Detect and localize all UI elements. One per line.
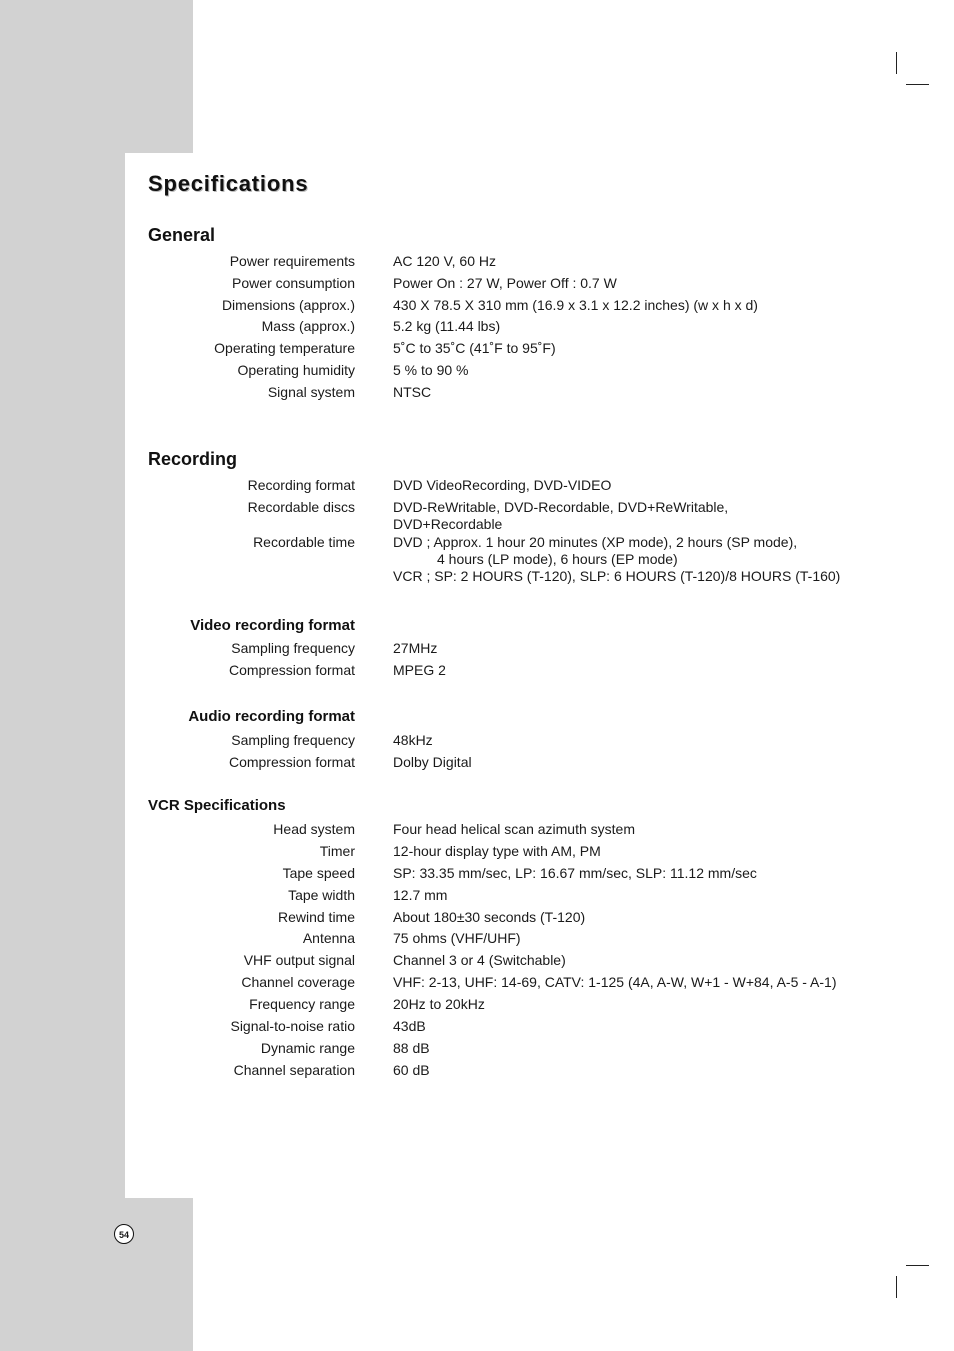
spec-label: Recordable discs — [247, 499, 355, 515]
spec-value: 430 X 78.5 X 310 mm (16.9 x 3.1 x 12.2 inches) (w x h x d) — [393, 297, 758, 313]
spec-label: Power consumption — [232, 275, 355, 291]
spec-label: Compression format — [228, 754, 355, 770]
subsection-heading-vcr: VCR Specifications — [148, 797, 286, 814]
spec-value: DVD ; Approx. 1 hour 20 minutes (XP mode), 2 hours (SP mode), — [393, 534, 798, 550]
subsection-heading-video: Video recording format — [190, 617, 355, 634]
page-number: 54 — [114, 1224, 134, 1244]
spec-value: MPEG 2 — [393, 662, 446, 678]
spec-value: 48kHz — [393, 732, 433, 748]
spec-value: NTSC — [393, 384, 432, 400]
spec-value: 27MHz — [393, 640, 438, 656]
spec-label: VHF output signal — [243, 952, 355, 968]
crop-mark — [896, 1276, 897, 1298]
spec-value: DVD-ReWritable, DVD-Recordable, DVD+ReWritable, — [393, 499, 729, 515]
spec-label: Tape speed — [282, 865, 355, 881]
spec-value: 88 dB — [393, 1040, 430, 1056]
spec-label: Sampling frequency — [231, 640, 355, 656]
section-heading-recording: Recording — [148, 449, 238, 469]
spec-value: 20Hz to 20kHz — [393, 996, 485, 1012]
spec-value: 60 dB — [393, 1062, 430, 1078]
spec-label: Tape width — [288, 887, 355, 903]
spec-value: AC 120 V, 60 Hz — [393, 253, 496, 269]
page-title: Specifications — [148, 171, 309, 196]
spec-value: SP: 33.35 mm/sec, LP: 16.67 mm/sec, SLP: 11.12 mm/sec — [393, 865, 757, 881]
spec-label: Signal-to-noise ratio — [230, 1018, 355, 1034]
spec-value: 43dB — [393, 1018, 426, 1034]
section-heading-general: General — [148, 225, 216, 245]
spec-label: Head system — [273, 821, 355, 837]
spec-label: Timer — [319, 843, 355, 859]
spec-value: DVD+Recordable — [393, 516, 503, 532]
spec-value: 12.7 mm — [393, 887, 448, 903]
margin-band-bottom — [0, 1198, 193, 1351]
spec-label: Signal system — [267, 384, 355, 400]
crop-mark — [906, 84, 929, 85]
margin-band-top — [0, 0, 193, 153]
spec-label: Operating humidity — [237, 362, 355, 378]
spec-value: VHF: 2-13, UHF: 14-69, CATV: 1-125 (4A, A-W, W+1 - W+84, A-5 - A-1) — [393, 974, 837, 990]
subsection-heading-audio: Audio recording format — [188, 708, 355, 725]
spec-label: Channel coverage — [241, 974, 355, 990]
spec-label: Recordable time — [253, 534, 355, 550]
spec-value: DVD VideoRecording, DVD-VIDEO — [393, 477, 612, 493]
spec-value: 4 hours (LP mode), 6 hours (EP mode) — [437, 551, 678, 567]
spec-label: Mass (approx.) — [261, 318, 355, 334]
spec-value: Channel 3 or 4 (Switchable) — [393, 952, 566, 968]
crop-mark — [896, 52, 897, 74]
spec-value: Power On : 27 W, Power Off : 0.7 W — [393, 275, 617, 291]
spec-label: Channel separation — [233, 1062, 355, 1078]
spec-value: 5.2 kg (11.44 lbs) — [393, 318, 501, 334]
spec-label: Power requirements — [229, 253, 355, 269]
spec-value: Dolby Digital — [393, 754, 472, 770]
spec-label: Sampling frequency — [231, 732, 355, 748]
spec-label: Operating temperature — [214, 340, 355, 356]
spec-value: 75 ohms (VHF/UHF) — [393, 930, 521, 946]
spec-value: VCR ; SP: 2 HOURS (T-120), SLP: 6 HOURS (T-120)/8 HOURS (T-160) — [393, 568, 841, 584]
spec-label: Dynamic range — [260, 1040, 355, 1056]
spec-label: Recording format — [247, 477, 355, 493]
spec-value: 5˚C to 35˚C (41˚F to 95˚F) — [393, 340, 556, 356]
spec-value: About 180±30 seconds (T-120) — [393, 909, 586, 925]
spec-label: Frequency range — [249, 996, 355, 1012]
spec-label: Dimensions (approx.) — [221, 297, 355, 313]
spec-value: 12-hour display type with AM, PM — [393, 843, 601, 859]
spec-label: Compression format — [228, 662, 355, 678]
margin-band-left — [0, 153, 125, 1198]
spec-value: 5 % to 90 % — [393, 362, 469, 378]
spec-label: Rewind time — [277, 909, 355, 925]
spec-label: Antenna — [302, 930, 355, 946]
crop-mark — [906, 1265, 929, 1266]
spec-value: Four head helical scan azimuth system — [393, 821, 635, 837]
